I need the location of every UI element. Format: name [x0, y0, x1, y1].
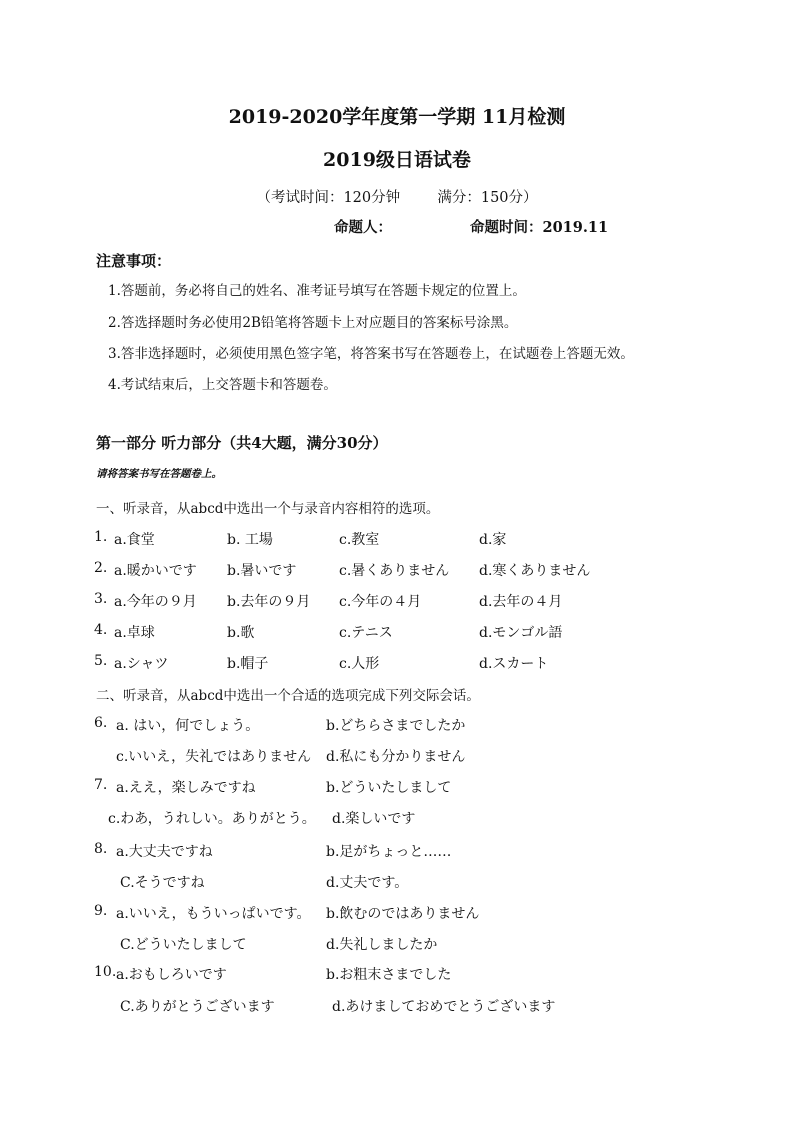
- option-a: a.いいえ，もういっぱいです。: [116, 906, 311, 922]
- question-number: 4.: [94, 622, 108, 638]
- option-b: b.去年の９月: [227, 594, 311, 610]
- option-d: d.家: [479, 532, 507, 548]
- full-score: 满分：150分）: [437, 190, 538, 206]
- part1-instruction: 一、听录音，从abcd中选出一个与录音内容相符的选项。: [96, 501, 440, 517]
- question-number: 1.: [94, 529, 108, 545]
- option-a: a.卓球: [114, 625, 155, 641]
- option-d: d.楽しいです: [332, 811, 416, 827]
- note-item: 1.答题前，务必将自己的姓名、准考证号填写在答题卡规定的位置上。: [108, 283, 526, 299]
- question-number: 7.: [94, 777, 108, 793]
- exam-title: 2019-2020学年度第一学期 11月检测: [228, 106, 566, 128]
- option-c: c.教室: [339, 532, 380, 548]
- section-title: 第一部分 听力部分（共4大题，满分30分）: [96, 434, 388, 452]
- question-number: 9.: [94, 903, 108, 919]
- option-a: a.大丈夫ですね: [116, 844, 213, 860]
- option-b: b.足がちょっと……: [326, 844, 452, 860]
- option-b: b.歌: [227, 625, 255, 641]
- option-b: b.帽子: [227, 656, 269, 672]
- option-c: c.わあ，うれしい。ありがとう。: [108, 811, 316, 827]
- option-b: b.お粗末さまでした: [326, 967, 452, 983]
- option-a: a.おもしろいです: [116, 967, 227, 983]
- option-d: d.あけましておめでとうございます: [332, 999, 556, 1015]
- option-d: d.スカート: [479, 656, 549, 672]
- answer-hint: 请将答案书写在答题卷上。: [96, 468, 222, 480]
- note-item: 4.考试结束后，上交答题卡和答题卷。: [108, 377, 337, 393]
- option-c: c.今年の４月: [339, 594, 422, 610]
- option-c: c.テニス: [339, 625, 393, 641]
- question-number: 6.: [94, 715, 108, 731]
- question-number: 10.: [94, 964, 117, 980]
- option-c: c.いいえ，失礼ではありません: [116, 749, 312, 765]
- option-b: b.飲むのではありません: [326, 906, 480, 922]
- notes-title: 注意事项：: [96, 252, 172, 270]
- option-c: C.どういたしまして: [120, 937, 247, 953]
- question-number: 5.: [94, 653, 108, 669]
- option-d: d.モンゴル語: [479, 625, 563, 641]
- option-d: d.失礼しましたか: [326, 937, 438, 953]
- note-item: 3.答非选择题时，必须使用黑色签字笔，将答案书写在答题卷上，在试题卷上答题无效。: [108, 346, 634, 362]
- option-c: c.暑くありません: [339, 563, 450, 579]
- option-a: a.食堂: [114, 532, 155, 548]
- option-d: d.去年の４月: [479, 594, 563, 610]
- option-c: c.人形: [339, 656, 380, 672]
- question-number: 8.: [94, 841, 108, 857]
- question-number: 2.: [94, 560, 108, 576]
- option-a: a. はい，何でしょう。: [116, 718, 260, 734]
- date-label: 命题时间：2019.11: [470, 219, 609, 236]
- option-b: b. 工場: [227, 532, 273, 548]
- question-number: 3.: [94, 591, 108, 607]
- option-c: C.そうですね: [120, 875, 205, 891]
- exam-subtitle: 2019级日语试卷: [323, 149, 471, 171]
- part2-instruction: 二、听录音，从abcd中选出一个合适的选项完成下列交际会话。: [96, 688, 480, 704]
- option-d: d.私にも分かりません: [326, 749, 466, 765]
- option-b: b.どちらさまでしたか: [326, 718, 466, 734]
- note-item: 2.答选择题时务必使用2B铅笔将答题卡上对应题目的答案标号涂黑。: [108, 315, 518, 331]
- setter-label: 命题人：: [334, 219, 392, 236]
- option-b: b.どういたしまして: [326, 780, 452, 796]
- option-a: a.暖かいです: [114, 563, 197, 579]
- exam-info: [0, 186, 794, 207]
- option-a: a.シャツ: [114, 656, 169, 672]
- option-c: C.ありがとうございます: [120, 999, 275, 1015]
- option-d: d.寒くありません: [479, 563, 591, 579]
- option-b: b.暑いです: [227, 563, 297, 579]
- exam-time: （考试时间：120分钟: [256, 190, 401, 206]
- option-d: d.丈夫です。: [326, 875, 409, 891]
- option-a: a.ええ，楽しみですね: [116, 780, 256, 796]
- option-a: a.今年の９月: [114, 594, 197, 610]
